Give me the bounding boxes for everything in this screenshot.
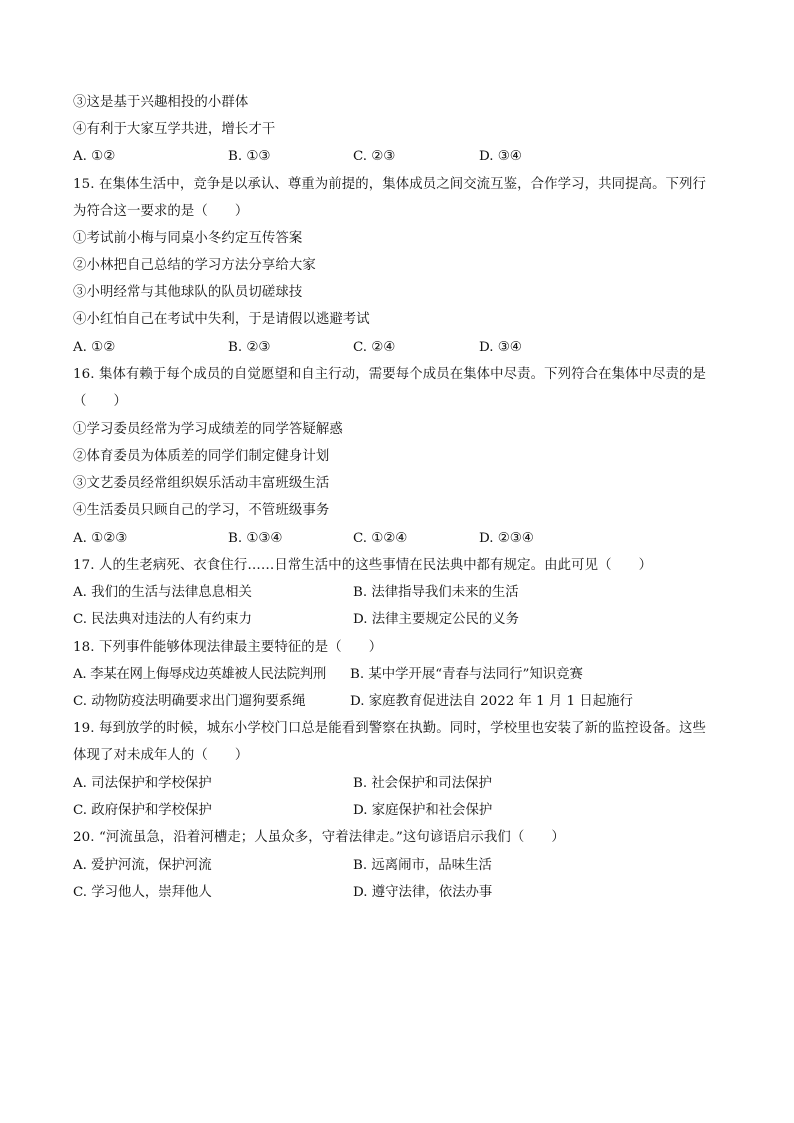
q20-option-b: B. 远离闹市，品味生活: [353, 858, 492, 873]
q18-option-c: C. 动物防疫法明确要求出门遛狗要系绳: [73, 694, 306, 709]
q19-option-a: A. 司法保护和学校保护: [73, 776, 212, 791]
q14-item-4: ④有利于大家互学共进，增长才干: [73, 122, 276, 137]
q16-stem-line1: 16. 集体有赖于每个成员的自觉愿望和自主行动，需要每个成员在集体中尽责。下列符合在集体中尽责的是: [73, 367, 707, 382]
q17-option-d: D. 法律主要规定公民的义务: [353, 612, 520, 627]
q15-option-c: C. ②④: [353, 340, 396, 355]
q17-stem: 17. 人的生老病死、衣食住行……日常生活中的这些事情在民法典中都有规定。由此可见（ ）: [73, 558, 653, 573]
q14-item-3: ③这是基于兴趣相投的小群体: [73, 95, 249, 110]
q15-option-a: A. ①②: [73, 340, 116, 355]
q20-option-a: A. 爱护河流，保护河流: [73, 858, 212, 873]
q19-option-c: C. 政府保护和学校保护: [73, 803, 212, 818]
q16-item-1: ①学习委员经常为学习成绩差的同学答疑解惑: [73, 422, 343, 437]
q19-option-b: B. 社会保护和司法保护: [353, 776, 492, 791]
q17-option-c: C. 民法典对违法的人有约束力: [73, 612, 252, 627]
q18-stem: 18. 下列事件能够体现法律最主要特征的是（ ）: [73, 640, 383, 655]
q15-option-d: D. ③④: [479, 340, 522, 355]
q18-option-a: A. 李某在网上侮辱戍边英雄被人民法院判刑: [73, 667, 326, 682]
q16-option-c: C. ①②④: [353, 531, 408, 546]
q16-stem-line2: （ ）: [73, 394, 127, 409]
q16-option-b: B. ①③④: [228, 531, 283, 546]
q17-option-b: B. 法律指导我们未来的生活: [353, 585, 519, 600]
q14-option-b: B. ①③: [228, 149, 271, 164]
q20-option-d: D. 遵守法律，依法办事: [353, 885, 493, 900]
q15-item-2: ②小林把自己总结的学习方法分享给大家: [73, 258, 316, 273]
q15-stem-line1: 15. 在集体生活中，竞争是以承认、尊重为前提的，集体成员之间交流互鉴，合作学习，共同提高。下列行: [73, 177, 707, 192]
q15-option-b: B. ②③: [228, 340, 271, 355]
q15-item-1: ①考试前小梅与同桌小冬约定互传答案: [73, 231, 303, 246]
q14-option-a: A. ①②: [73, 149, 116, 164]
q14-option-c: C. ②③: [353, 149, 396, 164]
q15-item-4: ④小红怕自己在考试中失利，于是请假以逃避考试: [73, 312, 370, 327]
q20-stem: 20. “河流虽急，沿着河槽走；人虽众多，守着法律走。”这句谚语启示我们（ ）: [73, 830, 565, 845]
q16-option-d: D. ②③④: [479, 531, 534, 546]
q19-option-d: D. 家庭保护和社会保护: [353, 803, 493, 818]
q15-item-3: ③小明经常与其他球队的队员切磋球技: [73, 285, 303, 300]
q19-stem-line2: 体现了对未成年人的（ ）: [73, 748, 249, 763]
q15-stem-line2: 为符合这一要求的是（ ）: [73, 204, 249, 219]
q20-option-c: C. 学习他人，崇拜他人: [73, 885, 212, 900]
q18-option-d: D. 家庭教育促进法自 2022 年 1 月 1 日起施行: [350, 694, 633, 709]
q18-option-b: B. 某中学开展“青春与法同行”知识竞赛: [350, 667, 583, 682]
q19-stem-line1: 19. 每到放学的时候，城东小学校门口总是能看到警察在执勤。同时，学校里也安装了新的监控设备。这些: [73, 721, 707, 736]
q16-option-a: A. ①②③: [73, 531, 128, 546]
q14-option-d: D. ③④: [479, 149, 522, 164]
q17-option-a: A. 我们的生活与法律息息相关: [73, 585, 252, 600]
q16-item-2: ②体育委员为体质差的同学们制定健身计划: [73, 449, 330, 464]
q16-item-4: ④生活委员只顾自己的学习，不管班级事务: [73, 503, 330, 518]
q16-item-3: ③文艺委员经常组织娱乐活动丰富班级生活: [73, 476, 330, 491]
